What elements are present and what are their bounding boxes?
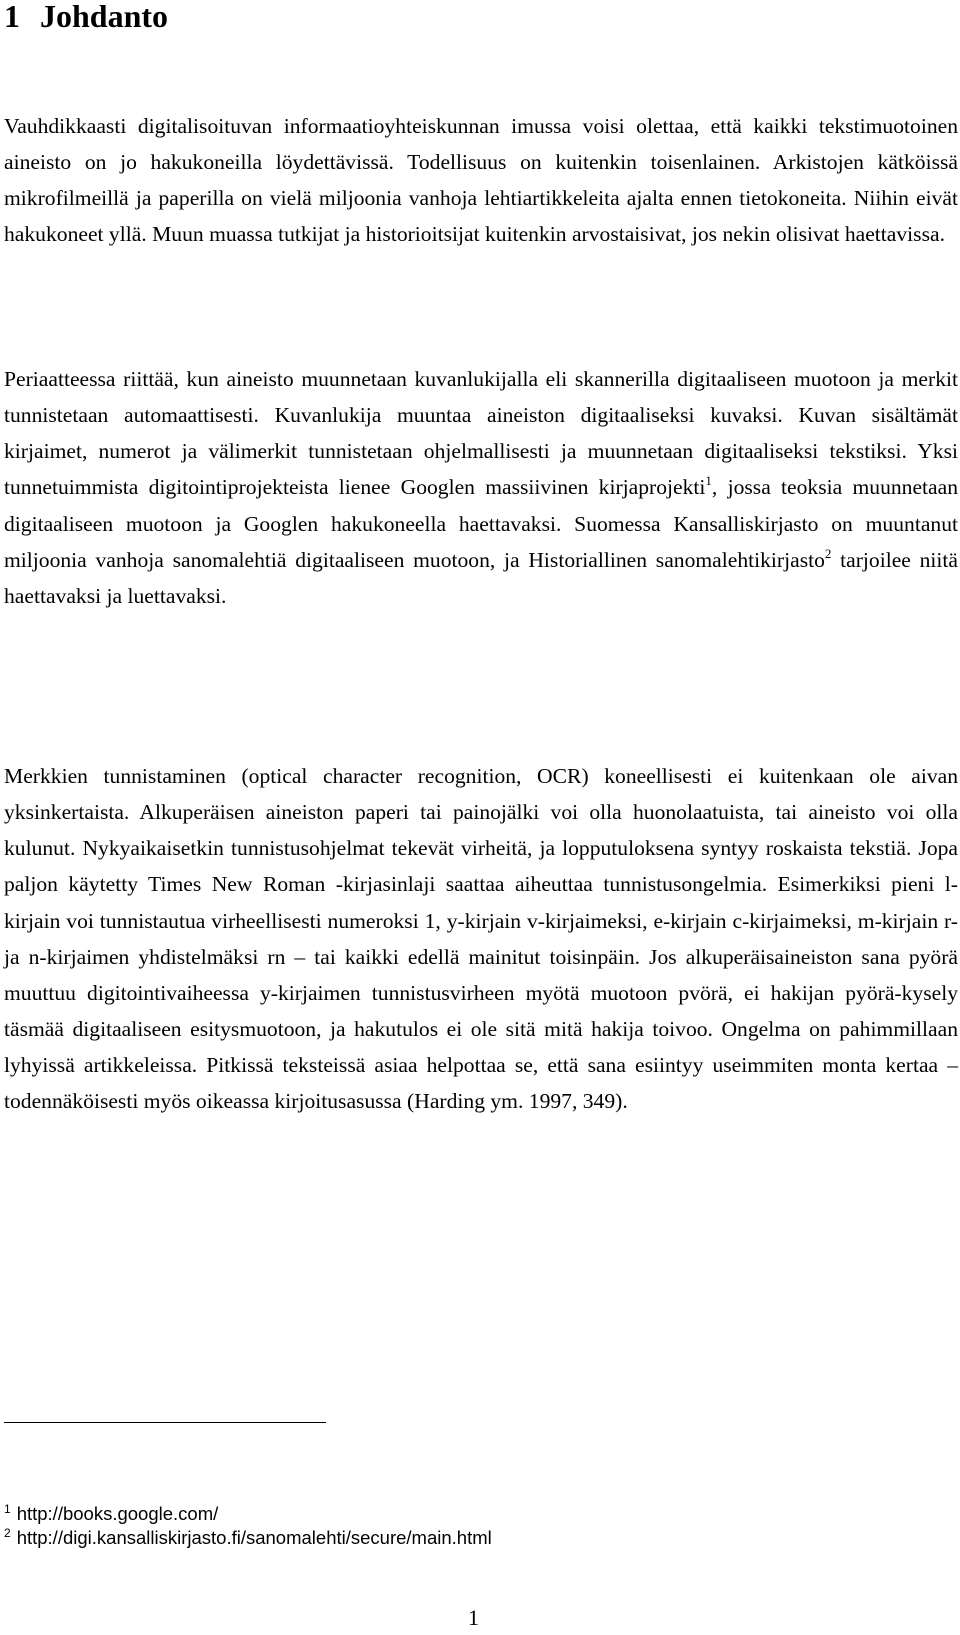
footnote-2 bbox=[4, 1526, 492, 1550]
paragraph-1 bbox=[4, 108, 958, 253]
footnote-separator bbox=[4, 1422, 326, 1423]
footnote-1-url: http://books.google.com/ bbox=[16, 1503, 219, 1524]
paragraph-2-text-b: , jossa teoksia muunnetaan digitaaliseen muotoon ja Googlen hakukoneella haettavaksi. Suomessa Kansalliskirjasto on muuntanut miljoonia vanhoja sanomalehtiä digitaaliseen muotoon, ja Historiallinen sanomalehtikirjasto bbox=[4, 475, 959, 572]
section-title: Johdanto bbox=[40, 0, 169, 34]
footnote-ref-2: 2 bbox=[824, 545, 832, 561]
footnote-ref-1: 1 bbox=[705, 473, 712, 489]
page-number: 1 bbox=[468, 1605, 479, 1630]
footnote-1 bbox=[4, 1502, 492, 1526]
footnote-2-url: http://digi.kansalliskirjasto.fi/sanomalehti/secure/main.html bbox=[16, 1527, 492, 1548]
paragraph-1-text: Vauhdikkaasti digitalisoituvan informaatioyhteiskunnan imussa voisi olettaa, että kaikki tekstimuotoinen aineisto on jo hakukoneilla löydettävissä. Todellisuus on kuitenkin toisenlainen. Arkistojen kätköissä mikrofilmeillä ja paperilla on vielä miljoonia vanhoja lehtiartikkeleita ajalta ennen tietokoneita. Niihin eivät hakukoneet yllä. Muun muassa tutkijat ja historioitsijat kuitenkin arvostaisivat, jos nekin olisivat haettavissa. bbox=[4, 114, 958, 247]
section-number: 1 bbox=[4, 0, 20, 34]
footnote-1-marker: 1 bbox=[4, 1502, 11, 1516]
footnote-2-marker: 2 bbox=[4, 1526, 11, 1540]
paragraph-2-text-a: Periaatteessa riittää, kun aineisto muunnetaan kuvanlukijalla eli skannerilla digitaaliseen muotoon ja merkit tunnistetaan automaattisesti. Kuvanlukija muuntaa aineiston digitaaliseksi kuvaksi. Kuvan sisältämät kirjaimet, numerot ja välimerkit tunnistetaan ohjelmallisesti ja muunnetaan digitaaliseksi tekstiksi. Yksi tunnetuimmista digitointiprojekteista lienee Googlen massiivinen kirjaprojekti bbox=[4, 367, 958, 500]
section-heading bbox=[4, 0, 168, 34]
footnotes bbox=[4, 1502, 492, 1550]
paragraph-3 bbox=[4, 758, 958, 1120]
paragraph-2-text-c: tarjoilee niitä haettavaksi ja luettavaksi. bbox=[4, 547, 959, 608]
paragraph-3-text: Merkkien tunnistaminen (optical character recognition, OCR) koneellisesti ei kuitenkaan ole aivan yksinkertaista. Alkuperäisen aineiston paperi tai painojälki voi olla huonolaatuista, tai aineisto voi olla kulunut. Nykyaikaisetkin tunnistusohjelmat tekevät virheitä, ja lopputuloksena syntyy roskaista tekstiä. Jopa paljon käytetty Times New Roman -kirjasinlaji saattaa aiheuttaa tunnistusongelmia. Esimerkiksi pieni l-kirjain voi tunnistautua virheellisesti numeroksi 1, y-kirjain v-kirjaimeksi, e-kirjain c-kirjaimeksi, m-kirjain r- ja n-kirjaimen yhdistelmäksi rn – tai kaikki edellä mainitut toisinpäin. Jos alkuperäisaineiston sana pyörä muuttuu digitointivaiheessa y-kirjaimen tunnistusvirheen myötä muotoon pvörä, ei hakijan pyörä-kysely täsmää digitaaliseen esitysmuotoon, ja hakutulos ei ole sitä mitä hakija toivoo. Ongelma on pahimmillaan lyhyissä artikkeleissa. Pitkissä teksteissä asiaa helpottaa se, että sana esiintyy useimmiten monta kertaa – todennäköisesti myös oikeassa kirjoitusasussa (Harding ym. 1997, 349). bbox=[4, 764, 958, 1114]
paragraph-2 bbox=[4, 361, 958, 614]
